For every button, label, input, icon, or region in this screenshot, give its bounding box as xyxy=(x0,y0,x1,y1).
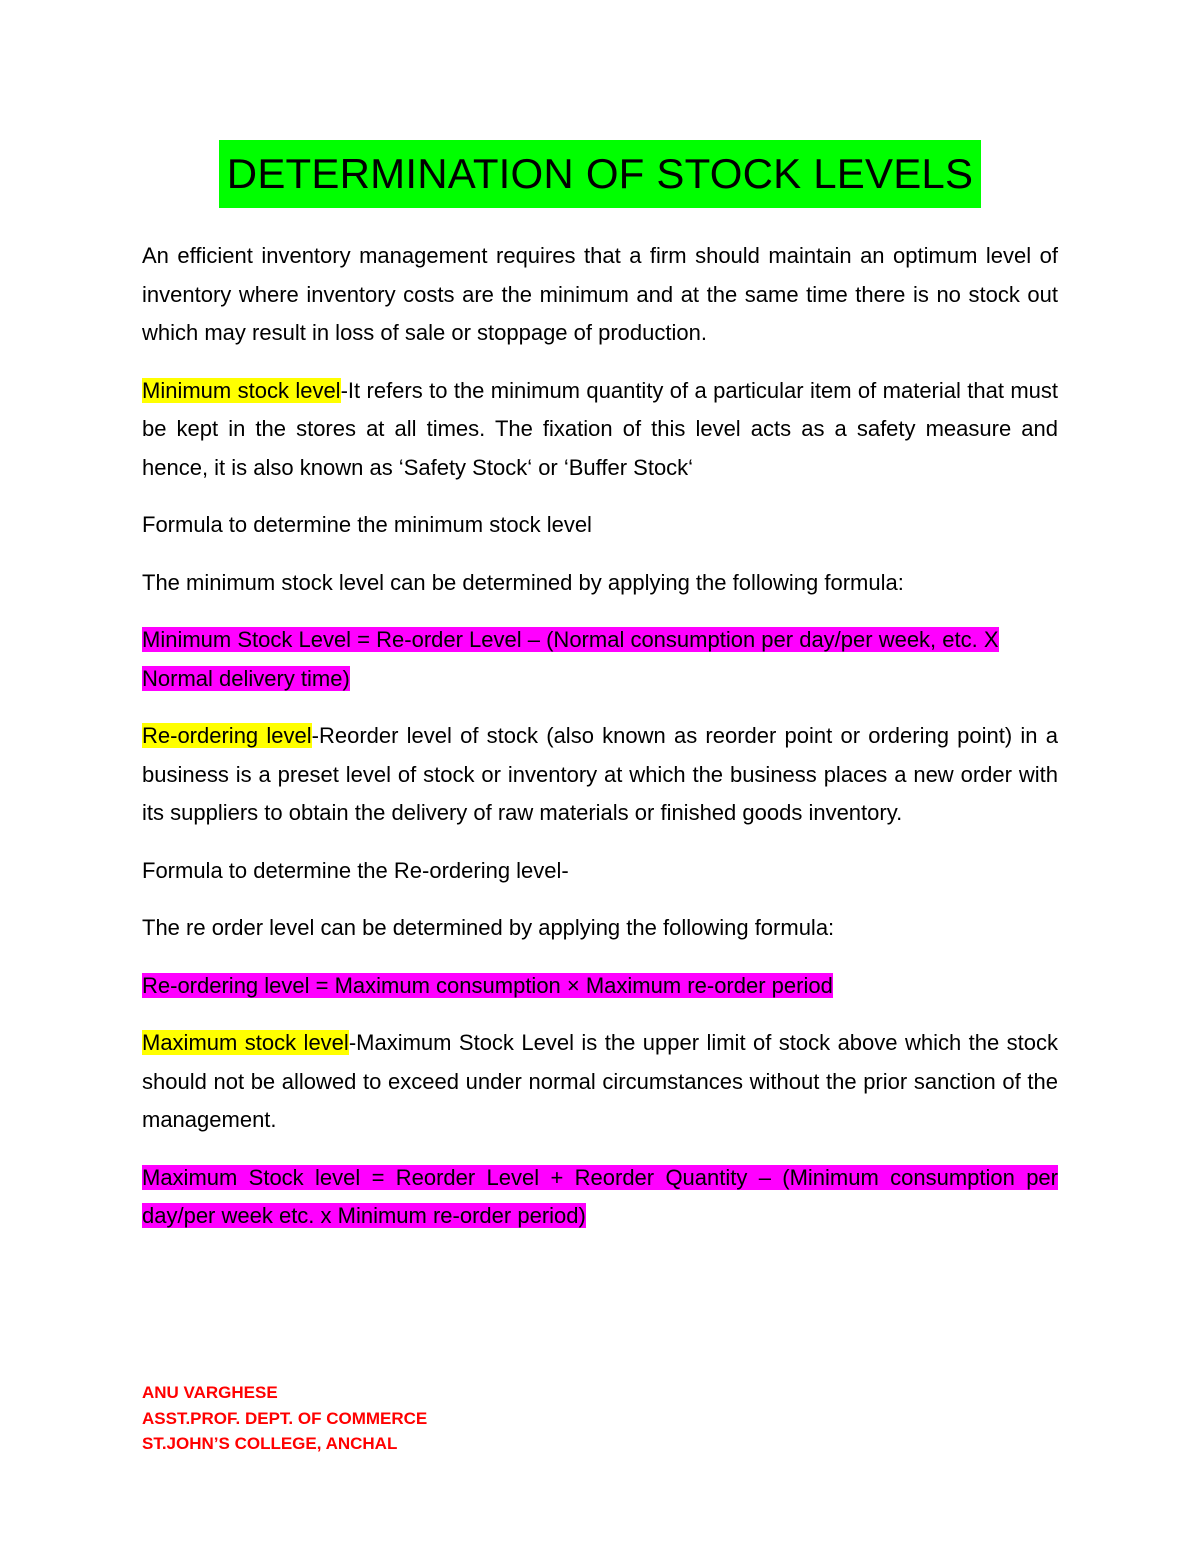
maximum-stock-paragraph xyxy=(142,1024,1058,1140)
maximum-stock-description: -Maximum Stock Level is the upper limit of stock above which the stock should not be allowed to exceed under normal circumstances without the prior sanction of the management. xyxy=(142,1030,1059,1132)
minimum-stock-description: -It refers to the minimum quantity of a particular item of material that must be kept in the stores at all times. The fixation of this level acts as a safety measure and hence, it is also known as ‘Safety Stock‘ or ‘Buffer Stock‘ xyxy=(142,377,1059,480)
maximum-formula: Maximum Stock level = Reorder Level + Reorder Quantity – (Minimum consumption per day/per week etc. x Minimum re-order period) xyxy=(142,1164,1058,1228)
reorder-formula-intro: The re order level can be determined by applying the following formula: xyxy=(142,915,835,940)
minimum-stock-paragraph xyxy=(142,372,1058,488)
reorder-paragraph xyxy=(142,717,1058,833)
author-college: ST.JOHN’S COLLEGE, ANCHAL xyxy=(142,1434,398,1453)
minimum-formula-paragraph xyxy=(142,621,1058,698)
minimum-stock-term: Minimum stock level xyxy=(142,377,341,403)
author-designation: ASST.PROF. DEPT. OF COMMERCE xyxy=(142,1408,428,1428)
minimum-formula: Minimum Stock Level = Re-order Level – (Normal consumption per day/per week, etc. X Normal delivery time) xyxy=(142,627,999,691)
title-container xyxy=(0,140,1200,208)
document-body xyxy=(142,237,1058,1255)
minimum-formula-heading: Formula to determine the minimum stock level xyxy=(142,512,592,537)
reorder-formula-heading: Formula to determine the Re-ordering level- xyxy=(142,857,569,883)
reorder-formula: Re-ordering level = Maximum consumption × Maximum re-order period xyxy=(142,972,833,998)
reorder-term: Re-ordering level xyxy=(142,723,312,748)
author-footer xyxy=(142,1380,427,1457)
intro-paragraph: An efficient inventory management requires that a firm should maintain an optimum level of inventory where inventory costs are the minimum and at the same time there is no stock out which may result in loss of sale or stoppage of production. xyxy=(142,243,1058,345)
reorder-formula-paragraph xyxy=(142,967,1058,1006)
maximum-stock-term: Maximum stock level xyxy=(142,1030,349,1055)
reorder-description: -Reorder level of stock (also known as reorder point or ordering point) in a business is a preset level of stock or inventory at which the business places a new order with its suppliers to obtain the delivery of raw materials or finished goods inventory. xyxy=(142,723,1058,825)
author-name: ANU VARGHESE xyxy=(142,1383,278,1402)
minimum-formula-intro: The minimum stock level can be determined by applying the following formula: xyxy=(142,569,904,595)
page-title: DETERMINATION OF STOCK LEVELS xyxy=(219,140,981,208)
maximum-formula-paragraph xyxy=(142,1159,1058,1236)
